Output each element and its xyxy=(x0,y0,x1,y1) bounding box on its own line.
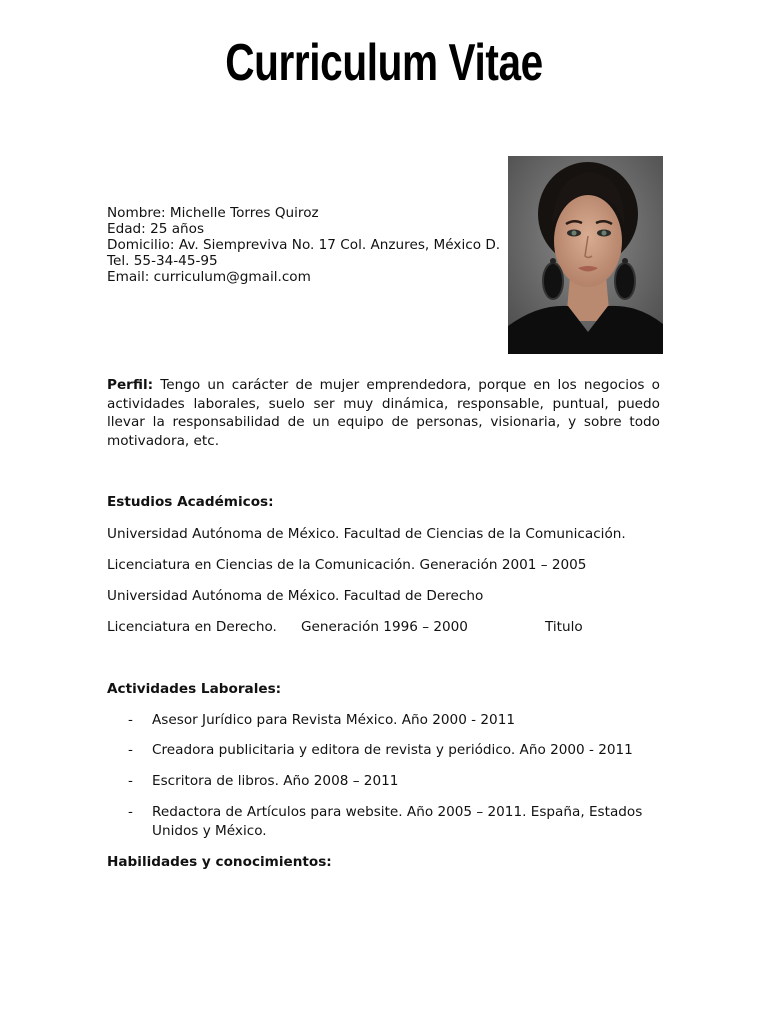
education-line: Universidad Autónoma de México. Facultad de Ciencias de la Comunicación. xyxy=(107,526,626,542)
page-title: Curriculum Vitae xyxy=(225,34,543,92)
contact-email: Email: curriculum@gmail.com xyxy=(107,269,311,285)
profile-label: Perfil: xyxy=(107,377,154,393)
contact-age: Edad: 25 años xyxy=(107,221,205,237)
degree-title: Titulo xyxy=(545,619,583,635)
education-heading: Estudios Académicos: xyxy=(107,494,274,510)
contact-address: Domicilio: Av. Siempreviva No. 17 Col. Anzures, México D. xyxy=(107,237,501,253)
degree-name: Licenciatura en Derecho. xyxy=(107,619,277,635)
work-item: Escritora de libros. Año 2008 – 2011 xyxy=(152,773,399,789)
bullet-dash: - xyxy=(128,712,133,728)
bullet-dash: - xyxy=(128,742,133,758)
profile-paragraph xyxy=(107,376,660,450)
education-line: Universidad Autónoma de México. Facultad de Derecho xyxy=(107,588,484,604)
skills-heading: Habilidades y conocimientos: xyxy=(107,854,332,870)
education-line: Licenciatura en Ciencias de la Comunicación. Generación 2001 – 2005 xyxy=(107,557,587,573)
work-item: Redactora de Artículos para website. Año 2005 – 2011. España, Estados Unidos y México. xyxy=(152,804,643,839)
contact-name: Nombre: Michelle Torres Quiroz xyxy=(107,205,319,221)
work-item: Asesor Jurídico para Revista México. Año 2000 - 2011 xyxy=(152,712,516,728)
work-item: Creadora publicitaria y editora de revista y periódico. Año 2000 - 2011 xyxy=(152,742,633,758)
work-heading: Actividades Laborales: xyxy=(107,681,282,697)
bullet-dash: - xyxy=(128,804,133,820)
contact-info xyxy=(107,205,500,285)
education-line xyxy=(107,618,667,636)
degree-generation: Generación 1996 – 2000 xyxy=(301,619,468,635)
contact-phone: Tel. 55-34-45-95 xyxy=(107,253,218,269)
bullet-dash: - xyxy=(128,773,133,789)
profile-text: Tengo un carácter de mujer emprendedora, porque en los negocios o actividades laborales, suelo ser muy dinámica, responsable, puntual, puedo llevar la responsabilidad de un equipo de personas, visionaria, y sobre todo motivadora, etc. xyxy=(107,377,660,449)
profile-photo xyxy=(508,156,663,354)
